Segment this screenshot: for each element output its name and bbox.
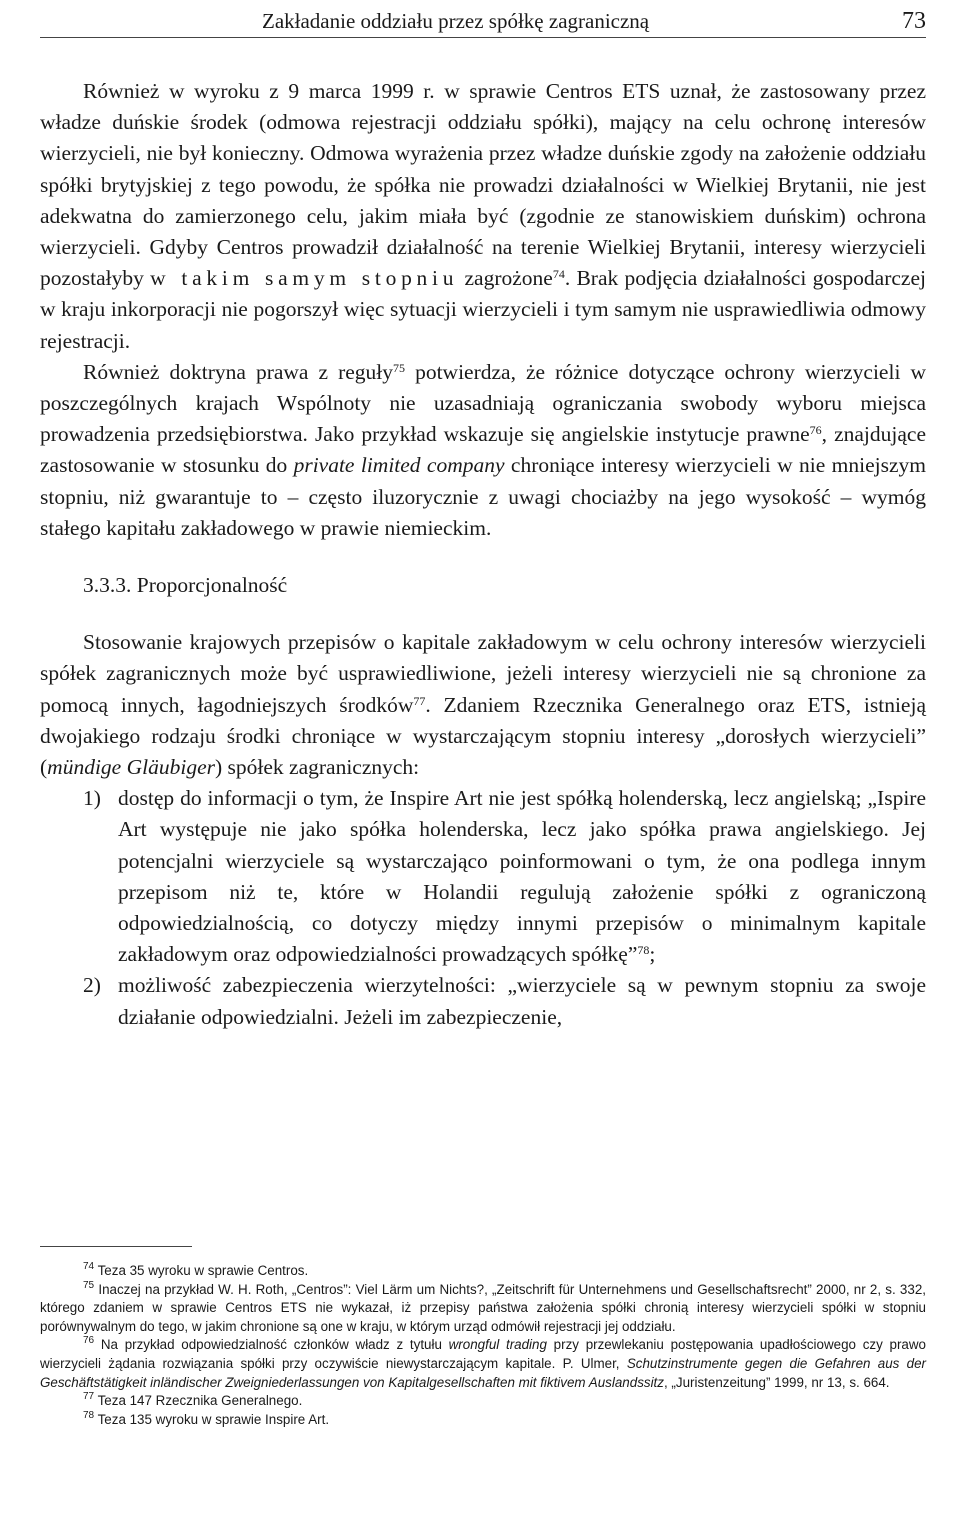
page-header (40, 4, 926, 40)
footnote-separator (40, 1246, 192, 1247)
main-text (40, 76, 926, 1033)
paragraph-centros (40, 76, 926, 357)
text-run: . Brak podjęcia działalności gospodarczej w kraju inkorporacji nie pogorszył więc sytuacji wierzycieli i tym samym nie usprawiedliwia odmowy rejestracji. (40, 266, 926, 353)
footnote-number: 74 (83, 1261, 95, 1272)
text-run: potwierdza, że różnice dotyczące ochrony wierzycieli w poszczególnych krajach Wspólnoty nie uzasadniają ograniczania swobody wyboru miejsca prowadzenia przedsiębiorstwa. Jako przykład wskazuje się angielskie instytucje prawne (40, 359, 926, 447)
italic-title: Schutzinstrumente gegen die Gefahren aus der Geschäftstätigkeit inländischer Zweigniederlassungen von Kapitalgesellschaften mit fiktivem Auslandssitz (40, 1355, 926, 1390)
footnote-text: przy przewlekaniu postępowania upadłościowego czy prawo wierzycieli żądania rozwiązania spółki przy oczywiście niewystarczającym kapitale. P. Ulmer, (40, 1337, 926, 1371)
text-run: , znajdujące zastosowanie w stosunku do (40, 422, 926, 478)
footnote-77 (40, 1392, 926, 1411)
header-rule (40, 37, 926, 38)
text-run: zagrożone (464, 266, 553, 291)
footnote-text: , „Juristenzeitung” 1999, nr 13, s. 664. (663, 1374, 890, 1390)
footnotes (40, 1262, 926, 1429)
footnote-ref-78[interactable]: 78 (637, 943, 650, 958)
section-heading: 3.3.3. Proporcjonalność (83, 573, 288, 598)
footnote-number: 78 (83, 1409, 95, 1421)
footnote-75 (40, 1281, 926, 1337)
footnote-text: Teza 135 wyroku w sprawie Inspire Art. (94, 1411, 330, 1427)
list-number: 2) (83, 973, 101, 998)
footnote-text: Inaczej na przykład W. H. Roth, „Centros”: Viel Lärm um Nichts?, „Zeitschrift für Unternehmens und Gesellschaftsrecht” 2000, nr 2, s. 332, którego zdaniem w sprawie Centros ETS nie wykazał, iż przepisy państwa założenia spółki chronią interesy wierzycieli spółki w stopniu porównywalnym do tego, w jakim chronione są one w kraju, w którym urząd odmówił rejestracji jej oddziału. (40, 1281, 926, 1334)
footnote-ref-75[interactable]: 75 (393, 360, 406, 375)
footnote-78 (40, 1411, 926, 1430)
footnote-text: Na przykład odpowiedzialność członków władz z tytułu (94, 1337, 449, 1353)
text-run: ) spółek zagranicznych: (214, 755, 420, 780)
text-run: . Zdaniem Rzecznika Generalnego oraz ETS, istnieją dwojakiego rodzaju środki chroniące w wystarczającym stopniu interesy „dorosłych wierzycieli” ( (40, 692, 926, 780)
footnote-74 (40, 1262, 926, 1281)
text-run: Również w wyroku z 9 marca 1999 r. w sprawie Centros ETS uznał, że zastosowany przez władze duńskie środek (odmowa rejestracji oddziału spółki), mający na celu ochronę interesów wierzycieli, nie był konieczny. Odmowa wyrażenia przez władze duńskie zgody na założenie oddziału spółki brytyjskiej z tego powodu, że spółka nie prowadzi działalności w Wielkiej Brytanii, nie jest adekwatna do zamierzonego celu, jakim miała być (zgodnie ze stanowiskiem duńskim) ochrona wierzycieli. Gdyby Centros prowadził działalność na terenie Wielkiej Brytanii, interesy wierzycieli pozostałyby (40, 79, 926, 291)
list-item (40, 783, 926, 970)
italic-term: wrongful trading (448, 1337, 547, 1353)
footnote-text: Teza 35 wyroku w sprawie Centros. (94, 1263, 309, 1278)
text-run: Stosowanie krajowych przepisów o kapitale zakładowym w celu ochrony interesów wierzycieli spółek zagranicznych może być usprawiedliwione, jeżeli interesy wierzycieli nie są chronione za pomocą innych, łagodniejszych środków (40, 630, 926, 717)
italic-term: mündige Gläubiger (47, 755, 215, 780)
footnote-ref-74[interactable]: 74 (552, 267, 565, 282)
footnote-text: Teza 147 Rzecznika Generalnego. (94, 1393, 303, 1409)
numbered-list (40, 783, 926, 1033)
footnote-number: 77 (83, 1391, 95, 1403)
footnote-number: 76 (83, 1335, 95, 1347)
italic-term: private limited company (293, 453, 505, 478)
text-run: chroniące interesy wierzycieli w nie mniejszym stopniu, niż gwarantuje to – często iluzorycznie z uwagi chociażby na jego wysokość – wymóg stałego kapitału zakładowego w prawie niemieckim. (40, 453, 926, 540)
footnote-ref-76[interactable]: 76 (809, 423, 822, 438)
footnote-ref-77[interactable]: 77 (413, 693, 426, 708)
list-number: 1) (83, 786, 101, 811)
footnote-number: 75 (83, 1279, 95, 1291)
footnote-76 (40, 1336, 926, 1392)
running-title: Zakładanie oddziału przez spółkę zagraniczną (262, 9, 650, 33)
paragraph-doktryna (40, 357, 926, 544)
list-text: dostęp do informacji o tym, że Inspire Art nie jest spółką holenderską, lecz angielską; „Ispire Art występuje nie jako spółka holenderska, lecz jako spółka prawa angielskiego. Jej potencjalni wierzyciele są wystarczająco poinformowani o tym, że ona podlega innym przepisom niż te, które w Holandii regulują założenie spółki z ograniczoną odpowiedzialnością, co dotyczy między innymi przepisów o minimalnym kapitale zakładowym oraz odpowiedzialności prowadzących spółkę” (118, 786, 926, 967)
spaced-text: w takim samym stopniu (150, 266, 459, 291)
page-number: 73 (902, 8, 926, 34)
list-tail: ; (649, 942, 656, 967)
list-item (40, 970, 926, 1032)
paragraph-proporcjonalnosc (40, 627, 926, 783)
text-run: Również doktryna prawa z reguły (83, 359, 394, 384)
list-text: możliwość zabezpieczenia wierzytelności: „wierzyciele są w pewnym stopniu za swoje działanie odpowiedzialni. Jeżeli im zabezpieczenie, (118, 973, 926, 1029)
